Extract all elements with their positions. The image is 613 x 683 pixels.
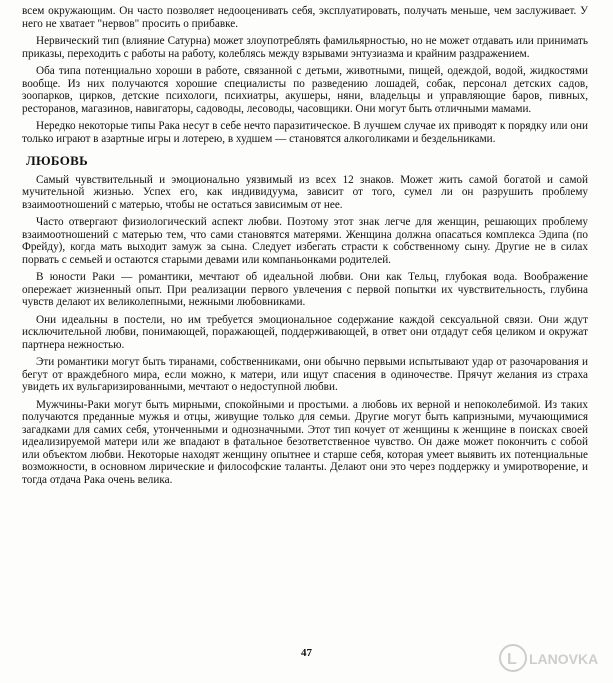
paragraph: В юности Раки — романтики, мечтают об идеальной любви. Они как Тельц, глубокая вода. Воображение опережает жизненный опыт. При реализации первого увлечения с первой попытки их чувствительность, глубина чувств делают их великолепными, нежными любовниками. xyxy=(22,271,588,308)
paragraph: Они идеальны в постели, но им требуется эмоциональное содержание каждой сексуальной связи. Они ждут исключительной любви, понимающей, поражающей, поддерживающей, в ответ они отдадут себя целиком и окружат партнера нежностью. xyxy=(22,313,588,351)
section-heading: ЛЮБОВЬ xyxy=(26,153,89,168)
paragraph: Оба типа потенциально хороши в работе, связанной с детьми, животными, пищей, одеждой, водой, жидкостями вообще. Из них получаются хорошие специалисты по разведению лошадей, собак, персонал детских садов, зоопарков, цирков, детские психологи, психиатры, акушеры, няни, владельцы и управляющие баров, пивных, ресторанов, магазинов, навигаторы, садоводы, лесоводы, часовщики. Они могут быть отличными мамами. xyxy=(22,65,588,115)
page-text xyxy=(22,5,588,486)
paragraph: Самый чувствительный и эмоционально уязвимый из всех 12 знаков. Может жить самой богатой и самой мучительной жизнью. Успех его, как индивидуума, зависит от того, сумел ли он разрушить проблему взаимоотношений с матерью, чтобы не остаться зависимым от нее. xyxy=(22,173,588,211)
paragraph: Эти романтики могут быть тиранами, собственниками, они обычно первыми испытывают удар от разочарования и бегут от враждебного мира, если можно, к матери, или ищут спасения в одиночестве. Прячут желания из страха увидеть их вульгаризированными, мечтают о недоступной любви. xyxy=(22,356,588,393)
svg-text:L: L xyxy=(507,651,517,668)
paragraph: всем окружающим. Он часто позволяет недооценивать себя, эксплуатировать, получать меньше, чем заслуживает. У него не хватает "нервов" просить о прибавке. xyxy=(22,5,588,30)
paragraph: Нередко некоторые типы Рака несут в себе нечто паразитическое. В лучшем случае их приводят к порядку или они только играют в азартные игры и лотерею, в худшем — становятся алкоголиками и бездельниками. xyxy=(22,120,588,145)
svg-text:LANOVKA: LANOVKA xyxy=(529,651,599,667)
paragraph: Мужчины-Раки могут быть мирными, спокойными и простыми. а любовь их верной и непоколебимой. Из таких получаются преданные мужья и отцы, живущие только для семьи. Другие могут быть капризными, мучающимися загадками для самих себя, утонченными и однозначными. Этот тип кочует от женщины к женщине в поисках своей идеализируемой матери или же впадают в фатальное безответственное чувство. Он даже может покончить с собой или объектом любви. Некоторые находят женщину опытнее и старше себя, которая умеет выявить их потенциальные возможности, в основном лирические и философские таланты. Делают они это через поддержку и умиротворение, и тогда отдача Рака очень велика. xyxy=(22,398,588,486)
paragraph: Нервический тип (влияние Сатурна) может злоупотреблять фамильярностью, но не может отдавать или принимать приказы, переходить с работы на работу, колеблясь между взрывами энтузиазма и крайним раздражением. xyxy=(22,35,588,60)
page-number: 47 xyxy=(301,647,312,659)
paragraph: Часто отвергают физиологический аспект любви. Поэтому этот знак легче для женщин, решающих проблему взаимоотношений с матерью тем, что сами становятся матерями. Женщина должна опасаться комплекса Эдипа (по Фрейду), когда мать выходит замуж за сына. Следует избегать страсти к собственному сыну. Другие не в силах порвать с семьей и остаются старыми девами или компаньонками родителей. xyxy=(22,216,588,266)
watermark-logo xyxy=(497,638,607,678)
watermark-icon xyxy=(497,638,607,678)
